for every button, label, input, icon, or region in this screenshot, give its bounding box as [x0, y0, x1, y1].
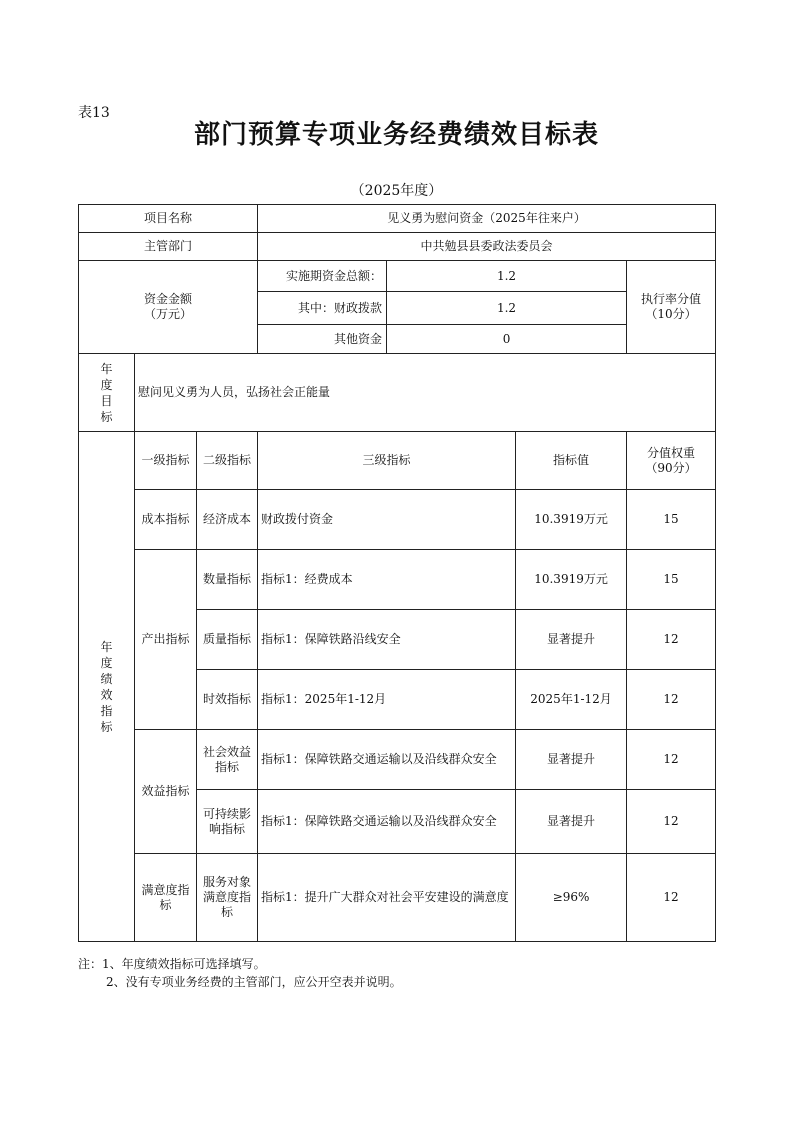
weight-cell: 15 [627, 550, 716, 610]
table-row [79, 550, 716, 610]
funds-total-label: 实施期资金总额： [258, 261, 387, 292]
header-level1: 一级指标 [135, 432, 197, 490]
page-title: 部门预算专项业务经费绩效目标表 [193, 120, 599, 150]
weight-cell: 12 [627, 790, 716, 854]
funds-fiscal-label: 其中：财政拨款 [258, 292, 387, 325]
funds-total-value: 1.2 [387, 261, 627, 292]
weight-cell: 12 [627, 610, 716, 670]
level3-cell: 指标1：2025年1-12月 [258, 670, 516, 730]
performance-target-table [78, 204, 716, 942]
group-benefit: 效益指标 [135, 730, 197, 854]
table-row [79, 730, 716, 790]
funds-fiscal-value: 1.2 [387, 292, 627, 325]
footnote-1: 注：1、年度绩效指标可选择填写。 [78, 957, 266, 971]
level2-cell: 数量指标 [197, 550, 258, 610]
value-cell: 显著提升 [516, 610, 627, 670]
execution-rate-score: 执行率分值 （10分） [627, 261, 716, 354]
department-label: 主管部门 [79, 233, 258, 261]
level3-cell: 指标1：提升广大群众对社会平安建设的满意度 [258, 854, 516, 942]
level2-cell: 可持续影响指标 [197, 790, 258, 854]
weight-cell: 12 [627, 854, 716, 942]
value-cell: 显著提升 [516, 790, 627, 854]
value-cell: 显著提升 [516, 730, 627, 790]
department-value: 中共勉县县委政法委员会 [258, 233, 716, 261]
level3-cell: 指标1：保障铁路交通运输以及沿线群众安全 [258, 790, 516, 854]
level2-cell: 时效指标 [197, 670, 258, 730]
level3-cell: 财政拨付资金 [258, 490, 516, 550]
header-level3: 三级指标 [258, 432, 516, 490]
weight-cell: 12 [627, 670, 716, 730]
weight-cell: 12 [627, 730, 716, 790]
funds-label: 资金金额 （万元） [79, 261, 258, 354]
group-output: 产出指标 [135, 550, 197, 730]
level2-cell: 质量指标 [197, 610, 258, 670]
table-number: 表13 [78, 105, 110, 121]
project-name-label: 项目名称 [79, 205, 258, 233]
annual-goal-text: 慰问见义勇为人员，弘扬社会正能量 [135, 354, 716, 432]
footnote-2: 2、没有专项业务经费的主管部门，应公开空表并说明。 [106, 975, 402, 989]
project-name-value: 见义勇为慰问资金（2025年往来户） [258, 205, 716, 233]
level2-cell: 社会效益指标 [197, 730, 258, 790]
level2-cell: 服务对象满意度指标 [197, 854, 258, 942]
header-weight: 分值权重 （90分） [627, 432, 716, 490]
year-label: （2025年度） [350, 183, 443, 199]
header-value: 指标值 [516, 432, 627, 490]
performance-indicator-label: 年 度 绩 效 指 标 [79, 432, 135, 942]
value-cell: 2025年1-12月 [516, 670, 627, 730]
value-cell: 10.3919万元 [516, 550, 627, 610]
annual-goal-label: 年 度 目 标 [79, 354, 135, 432]
value-cell: 10.3919万元 [516, 490, 627, 550]
level3-cell: 指标1：保障铁路沿线安全 [258, 610, 516, 670]
funds-other-label: 其他资金 [258, 325, 387, 354]
header-level2: 二级指标 [197, 432, 258, 490]
weight-cell: 15 [627, 490, 716, 550]
level2-cell: 经济成本 [197, 490, 258, 550]
group-cost: 成本指标 [135, 490, 197, 550]
group-satisfaction: 满意度指标 [135, 854, 197, 942]
level3-cell: 指标1：保障铁路交通运输以及沿线群众安全 [258, 730, 516, 790]
table-row [79, 854, 716, 942]
funds-other-value: 0 [387, 325, 627, 354]
level3-cell: 指标1：经费成本 [258, 550, 516, 610]
table-row [79, 490, 716, 550]
value-cell: ≥96% [516, 854, 627, 942]
footnotes [78, 955, 402, 991]
